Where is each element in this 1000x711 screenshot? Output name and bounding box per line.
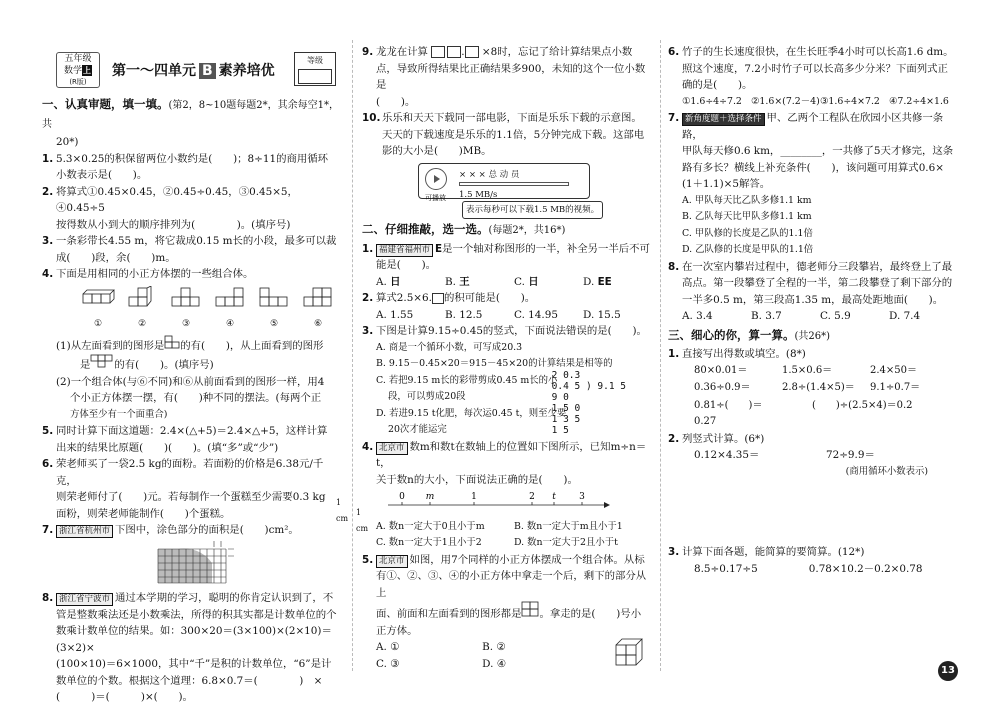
question-8: 8. 浙江省宁波市 通过本学期的学习，聪明的你肯定认识到了，不 管是整数乘法还是小数乘法，所得的积其实都是计数单位的个 数乘计数单位的结果。如：300×20＝(3×100)×(2×10)＝(3×2)× (100×10)＝6×1000，其中“千”是积的计数单位，“6”是计 数单位的个数。根据这个道理：6.8×0.7＝( ) × ( )＝( )×( )。 <box>42 592 337 703</box>
calc-1: 1. 直接写出得数或填空。(8*) 80×0.01＝ 1.5×0.6＝ 2.4×50＝ 0.36÷0.9＝ 2.8÷(1.4×5)＝ 9.1÷0.7＝ 0.81÷( )＝0.27 ( )÷(2.5×4)＝0.2 <box>668 346 958 431</box>
column-middle <box>362 44 652 672</box>
column-divider <box>660 40 661 671</box>
svg-text:m: m <box>425 492 435 502</box>
column-right <box>668 44 958 577</box>
view-shape-icon <box>521 601 539 617</box>
svg-text:3: 3 <box>579 492 585 502</box>
cube-figure: ⑥ <box>301 286 335 333</box>
section-title: 三、细心的你，算一算。(共26*) <box>668 327 831 342</box>
question-10: 10. 乐乐和天天下载同一部电影，下面是乐乐下载的示意图。 天天的下载速度是乐乐的1.1倍，5分钟完成下载。这部电 影的大小是( )MB。 可播放 × × × 总 动 员 1.5 MB/s 表示每秒可以下载1.5 MB的视频。 <box>362 110 652 219</box>
number-line <box>382 489 652 519</box>
svg-text:2: 2 <box>529 492 535 502</box>
cube-figure: ④ <box>213 286 247 333</box>
section-title: 二、仔细推敲，选一选。(每题2*，共16*) <box>362 222 566 236</box>
svg-text:0: 0 <box>399 492 405 502</box>
page-number: 13 <box>938 661 958 681</box>
level-box: 等级 <box>294 52 336 86</box>
cube-figure: ② <box>125 286 159 333</box>
choice-8: 8. 在一次室内攀岩过程中，德老师分三段攀岩，最终登上了最 高点。第一段攀登了全程的一半，第二段攀登了剩下部分的 一半多0.5 m，第三段高1.35 m，最高处距地面( )。 A. 3.4 B. 3.7 C. 5.9 D. 7.4 <box>668 259 958 325</box>
region-tag: 浙江省宁波市 <box>56 593 113 606</box>
choice-4: 4. 北京市 数m和数t在数轴上的位置如下图所示，已知m÷n＝t， 关于数n的大小，下面说法正确的是( )。 0 m 1 2 t 3 A. 数n一定大于0且小于m B. 数n一定大于m且小于1 C. 数n一定大于1且小于2 D. 数n一定大于2且小于t <box>362 439 652 552</box>
region-tag: 北京市 <box>376 555 408 568</box>
download-progress <box>459 182 569 186</box>
play-icon <box>425 168 447 190</box>
options: ①1.6÷4÷7.2 ②1.6×(7.2－4) ③1.6÷4×7.2 ④7.2÷4×1.6 <box>682 95 949 107</box>
question-4: 4. 下面是用相同的小正方体摆的一些组合体。 ① ② ③ ④ ⑤ ⑥ (1)从左面看到的图形是 的有( )，从上面看到的图形 是 的有( )。(填序号) (2)一个组合体(与⑥不同)和⑥从前面看到的图形一样，用4 个小正方体摆一摆，有( )种不同的摆法。(每两个正 方体至少有一个面重合) <box>42 266 340 423</box>
region-tag: 福建省福州市 <box>376 244 433 257</box>
options: A. 日 B. 王 C. 日 D. EE <box>376 275 612 288</box>
options: C. 数n一定大于1且小于2 D. 数n一定大于2且小于t <box>376 537 618 548</box>
new-angle-tag: 新角度题＋选择条件 <box>682 113 765 126</box>
cube-stack-figure <box>612 633 646 669</box>
region-tag: 浙江省杭州市 <box>56 525 113 538</box>
question-2: 2. 将算式①0.45×0.45，②0.45÷0.45，③0.45×5，④0.45÷5 按得数从小到大的顺序排列为( )。(填序号) <box>42 185 298 231</box>
unit-header <box>56 52 336 88</box>
unit-title: 第一～四单元 B 素养培优 <box>112 63 275 79</box>
choice-5: 5. 北京市 如图，用7个同样的小正方体摆成一个组合体。从标 有①、②、③、④的小正方体中拿走一个后，剩下的部分从上 面、前面和左面看到的图形都是 。拿走的是( )号小 正方体。 A. ① B. ② C. ③ D. ④ <box>362 552 652 673</box>
svg-text:1: 1 <box>471 492 477 502</box>
question-3: 3. 一条彩带长4.55 m，将它裁成0.15 m长的小段，最多可以裁 成( )段，余( )m。 <box>42 235 337 264</box>
calc-3: 3. 计算下面各题，能简算的要简算。(12*) 8.5÷0.17÷5 0.78×10.2－0.2×0.78 <box>668 546 923 575</box>
column-left: 一、认真审题，填一填。(第2，8~10题每题2*，其余每空1*，共 20*) 1. 5.3×0.25的积保留两位小数约是( )；8÷11的商用循环 小数表示是( )。 2. 将算式①0.45×0.45，②0.45÷0.45，③0.45×5，④0.45÷5 按得数从小到大的顺序排列为( )。(填序号) 3. 一条彩带长4.55 m，将它裁成0.15 m长的小段，最多可以裁 成( )段，余( )m。 4. 下面是用相同的小正方体摆的一些组合体。 ① ② ③ ④ ⑤ ⑥ (1)从左面看到的图形是 的有( )，从上面看到的图形 是 的有( )。(填序号) (2)一个组合体(与⑥不同)和⑥从前面看到的图形一样，用4 个小正方体摆一摆，有( )种不同的摆法。(每两个正 方体至少有一个面重合) 5. 同时计算下面这道题：2.4×(△+5)＝2.4×△+5，这样计算 出来的结果比原题( )( )。(填“多”或“少”) 6. 荣老师买了一袋2.5 kg的面粉。若面粉的价格是6.38元/千克， 则荣老师付了( )元。若每制作一个蛋糕至少需要0.3 kg 面粉，则荣老师能制作( )个蛋糕。 7. 浙江省杭州市 下图中，涂色部分的面积是( )cm²。 1 cm 1 cm 8. 浙江省宁波市 通过本学期的学习，聪明的你肯定认识到了，不 管是整数乘法还是小数乘法，所得的积其实都是计数单位的个 数乘计数单位的结果。如：300×20＝(3×100)×(2×10)＝(3×2)× (100×10)＝6×1000，其中“千”是积的计数单位，“6”是计 数单位的个数。根据这个道理：6.8×0.7＝( ) × ( )＝( )×( )。 <box>42 94 340 706</box>
long-division: 2 0.3 0.4 5 ) 9.1 5 9 0 1 5 0 1 3 5 1 5 <box>551 369 626 436</box>
question-5: 5. 同时计算下面这道题：2.4×(△+5)＝2.4×△+5，这样计算 出来的结果比原题( )( )。(填“多”或“少”) <box>42 425 328 454</box>
mental-calc-grid: 80×0.01＝ 1.5×0.6＝ 2.4×50＝ 0.36÷0.9＝ 2.8÷(1.4×5)＝ 9.1÷0.7＝ 0.81÷( )＝0.27 ( )÷(2.5×4)＝0.2 <box>694 364 921 427</box>
shaded-grid-figure: 1 cm 1 cm <box>156 541 340 591</box>
cube-figures <box>76 286 340 333</box>
cube-figure: ① <box>81 286 115 333</box>
svg-text:t: t <box>552 492 556 502</box>
column-divider <box>352 40 353 671</box>
work-space[interactable] <box>682 480 958 544</box>
options: A. 数n一定大于0且小于m B. 数n一定大于m且小于1 <box>376 520 623 532</box>
region-tag: 北京市 <box>376 442 408 455</box>
choice-6: 6. 竹子的生长速度很快，在生长旺季4小时可以长高1.6 dm。 照这个速度，7.2小时竹子可以长高多少分米？下面列式正 确的是( )。 ①1.6÷4÷7.2 ②1.6×(7.2－4) ③1.6÷4×7.2 ④7.2÷4×1.6 <box>668 44 958 110</box>
cube-figure: ⑤ <box>257 286 291 333</box>
section-title: 一、认真审题，填一填。(第2，8~10题每题2*，其余每空1*，共 <box>42 97 339 130</box>
calc-2: 2. 列竖式计算。(6*) 0.12×4.35＝ 72÷9.9＝ (商用循环小数表示) <box>668 431 958 545</box>
question-9: 9. 龙龙在计算 . ×8时，忘记了给计算结果点小数 点，导致所得结果比正确结果多900，未知的这个一位小数是 ( )。 <box>362 46 646 108</box>
question-7: 7. 浙江省杭州市 下图中，涂色部分的面积是( )cm²。 1 cm 1 cm <box>42 522 340 590</box>
options: A. ① B. ② <box>376 641 506 653</box>
choice-7: 7. 新角度题＋选择条件 甲、乙两个工程队在欣园小区共修一条路， 甲队每天修0.6 km，________，一共修了5天才修完，这条 路有多长？横线上补充条件( )，该问题可用算式0.6× (1＋1.1)×5解答。 A. 甲队每天比乙队多修1.1 km B. 乙队每天比甲队多修1.1 km C. 甲队修的长度是乙队的1.1倍 D. 乙队修的长度是甲队的1.1倍 <box>668 112 954 255</box>
download-diagram: 可播放 × × × 总 动 员 1.5 MB/s <box>418 163 590 199</box>
options: A. 1.55 B. 12.5 C. 14.95 D. 15.5 <box>376 308 621 321</box>
options: A. 3.4 B. 3.7 C. 5.9 D. 7.4 <box>682 310 921 322</box>
question-6: 6. 荣老师买了一袋2.5 kg的面粉。若面粉的价格是6.38元/千克， 则荣老师付了( )元。若每制作一个蛋糕至少需要0.3 kg 面粉，则荣老师能制作( )个蛋糕。 <box>42 458 326 520</box>
choice-2: 2. 算式2.5×6. 的积可能是( )。 A. 1.55 B. 12.5 C. 14.95 D. 15.5 <box>362 290 652 323</box>
choice-3: 3. 下图是计算9.15÷0.45的竖式，下面说法错误的是( )。 A. 商是一个循环小数，可写成20.3̇ B. 9.15－0.45×20＝915－45×20的计算结果是相等的 C. 若把9.15 m长的彩带剪成0.45 m长的小 段，可以剪成20段 D. 若进9.15 t化肥，每次运0.45 t，则至少要 20次才能运完 2 0.3 0.4 5 ) 9.1 5 9 0 1 5 0 1 3 5 1 5 <box>362 325 647 436</box>
choice-1: 1. 福建省福州市 E是一个轴对称图形的一半，补全另一半后不可 能是( )。 A. 日 B. 王 C. 日 D. EE <box>362 241 652 291</box>
view-shape-icon <box>90 354 114 368</box>
view-shape-icon <box>164 335 180 349</box>
level-input-area[interactable] <box>298 69 332 84</box>
grade-badge: 五年级 数学上 (R版) <box>56 52 100 88</box>
download-note: 表示每秒可以下载1.5 MB的视频。 <box>462 201 603 220</box>
cube-figure: ③ <box>169 286 203 333</box>
options: C. ③ D. ④ <box>376 657 507 670</box>
question-1: 1. 5.3×0.25的积保留两位小数约是( )；8÷11的商用循环 小数表示是( )。 <box>42 152 329 181</box>
